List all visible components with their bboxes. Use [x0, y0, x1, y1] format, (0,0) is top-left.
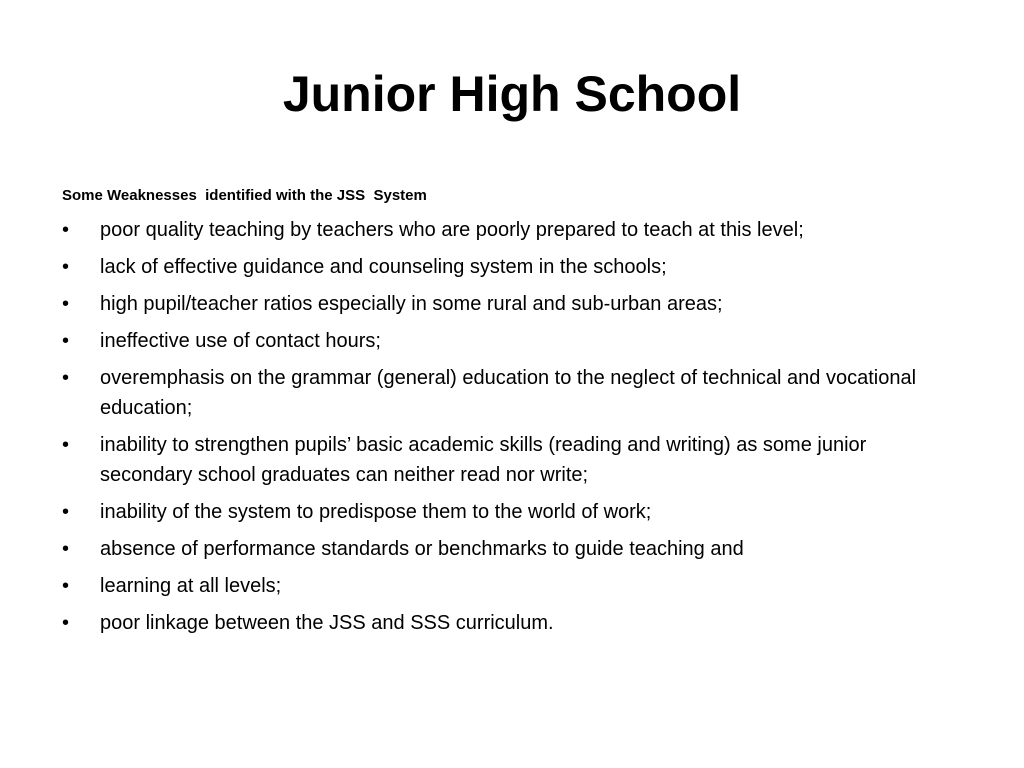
list-item: [62, 430, 962, 490]
list-item: [62, 252, 962, 282]
list-item: [62, 289, 962, 319]
list-item: [62, 363, 962, 423]
slide-subheading: Some Weaknesses identified with the JSS System: [62, 187, 427, 204]
bullet-icon: •: [62, 367, 70, 389]
list-item-text: learning at all levels;: [100, 575, 282, 597]
bullet-icon: •: [62, 612, 70, 634]
bullet-icon: •: [62, 330, 70, 352]
list-item: [62, 608, 962, 638]
bullet-icon: •: [62, 256, 70, 278]
bullet-icon: •: [62, 575, 70, 597]
list-item-text: poor linkage between the JSS and SSS curriculum.: [100, 612, 554, 634]
slide-title: Junior High School: [282, 66, 742, 122]
list-item-text: lack of effective guidance and counseling system in the schools;: [100, 256, 667, 278]
bullet-list: [62, 215, 962, 645]
list-item-text: inability to strengthen pupils’ basic academic skills (reading and writing) as some junior secondary school graduates can neither read nor write;: [100, 434, 867, 486]
list-item-text: ineffective use of contact hours;: [100, 330, 381, 352]
list-item-text: absence of performance standards or benchmarks to guide teaching and: [100, 538, 744, 560]
list-item: [62, 326, 962, 356]
bullet-icon: •: [62, 501, 70, 523]
list-item-text: inability of the system to predispose them to the world of work;: [100, 501, 652, 523]
bullet-icon: •: [62, 219, 70, 241]
list-item-text: overemphasis on the grammar (general) education to the neglect of technical and vocational education;: [100, 367, 917, 419]
bullet-icon: •: [62, 293, 70, 315]
list-item: [62, 571, 962, 601]
list-item-text: high pupil/teacher ratios especially in some rural and sub-urban areas;: [100, 293, 723, 315]
list-item-text: poor quality teaching by teachers who are poorly prepared to teach at this level;: [100, 219, 804, 241]
bullet-icon: •: [62, 434, 70, 456]
list-item: [62, 215, 962, 245]
list-item: [62, 534, 962, 564]
bullet-icon: •: [62, 538, 70, 560]
list-item: [62, 497, 962, 527]
